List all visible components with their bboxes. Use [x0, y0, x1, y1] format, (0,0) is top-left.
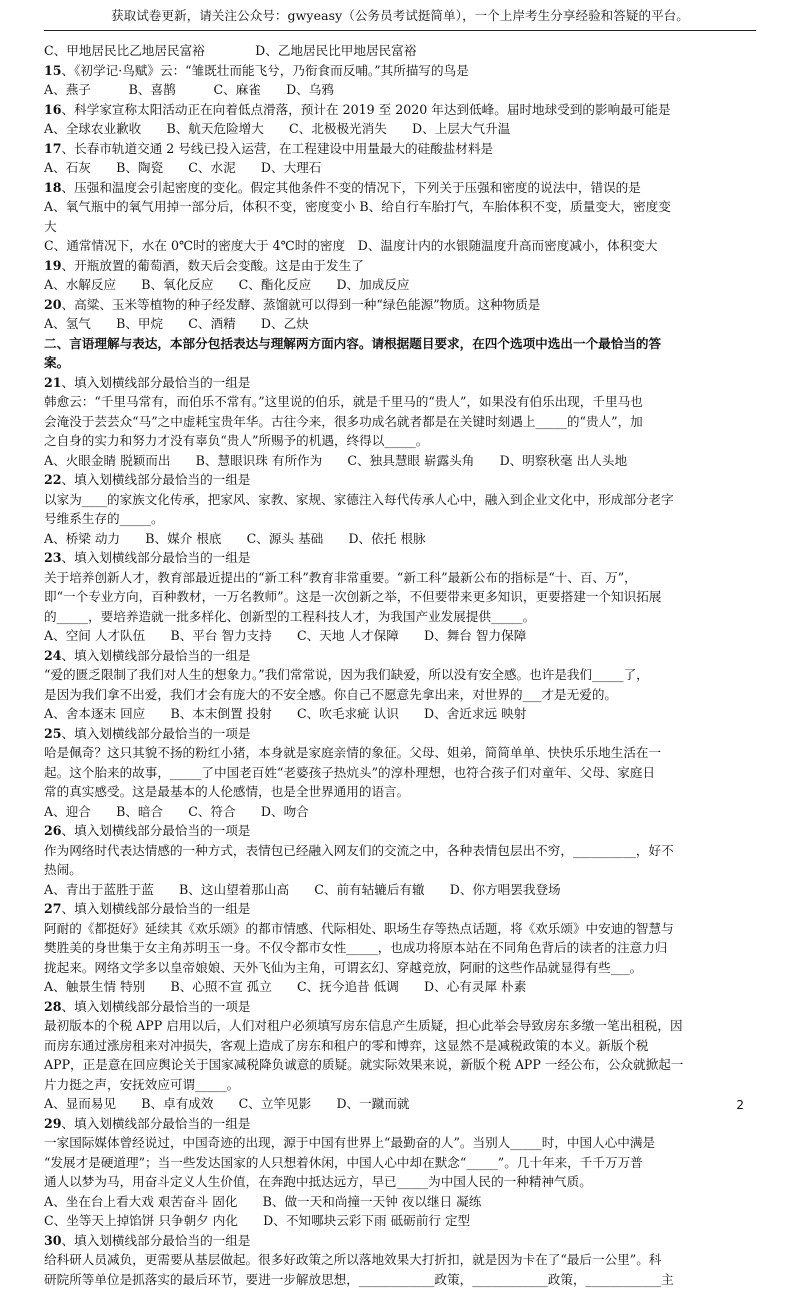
text-line — [44, 743, 758, 763]
text-line — [44, 392, 758, 412]
line-text: 关于培养创新人才，教育部最近提出的“新工科”教育非常重要。“新工科”最新公布的指标是“十、百、万”， — [44, 570, 637, 585]
line-text: 哈是佩奇？这只其貌不扬的粉红小猪，本身就是家庭亲情的象征。父母、姐弟，简简单单、快快乐乐地生活在一 — [44, 745, 661, 760]
question-number: 22 — [44, 472, 62, 487]
line-text: 、填入划横线部分最恰当的一组是 — [62, 1116, 251, 1131]
question-stem — [44, 899, 758, 919]
line-text: 拢起来。网络文学多以皇帝娘娘、天外飞仙为主角，可谓玄幻、穿越竞放，阿耐的这些作品就显得有些___。 — [44, 960, 642, 975]
line-text: 韩愈云：“千里马常有，而伯乐不常有。”这里说的伯乐，就是千里马的“贵人”，如果没有伯乐出现，千里马也 — [44, 394, 643, 409]
document-body — [44, 41, 758, 1289]
line-text: 会淹没于芸芸众“马”之中虚耗宝贵年华。古往今来，很多功成名就者都是在关键时刻遇上_____的“贵人”，加 — [44, 414, 643, 429]
line-text: 、长春市轨道交通 2 号线已投入运营，在工程建设中用量最大的硅酸盐材料是 — [62, 141, 494, 156]
line-text: C、坐等天上掉馅饼 只争朝夕 内化 D、不知哪块云彩下雨 砥砺前行 定型 — [44, 1213, 470, 1228]
text-line — [44, 782, 758, 802]
line-text: A、空间 人才队伍 B、平台 智力支持 C、天地 人才保障 D、舞台 智力保障 — [44, 628, 526, 643]
line-text: 的_____，要培养造就一批多样化、创新型的工程科技人才，为我国产业发展提供_____。 — [44, 609, 535, 624]
text-line — [44, 41, 758, 61]
text-line — [44, 958, 758, 978]
text-line — [44, 860, 758, 880]
question-number: 25 — [44, 726, 62, 741]
question-stem — [44, 997, 758, 1017]
line-text: A、水解反应 B、氧化反应 C、酯化反应 D、加成反应 — [44, 277, 410, 292]
question-number: 30 — [44, 1233, 62, 1248]
text-line — [44, 1270, 758, 1289]
text-line — [44, 1036, 758, 1056]
line-text: 、科学家宣称太阳活动正在向着低点滑落，预计在 2019 至 2020 年达到低峰。届时地球受到的影响最可能是 — [62, 102, 671, 117]
text-line — [44, 685, 758, 705]
text-line — [44, 1075, 758, 1095]
line-text: 、高粱、玉米等植物的种子经发酵、蒸馏就可以得到一种“绿色能源”物质。这种物质是 — [62, 297, 541, 312]
line-text: 而房东通过涨房租来对冲损失，客观上造成了房东和租户的零和博弈，这显然不是减税政策的本义。新版个税 — [44, 1038, 649, 1053]
line-text: A、迎合 B、暗合 C、符合 D、吻合 — [44, 804, 309, 819]
page-number: 2 — [736, 1098, 744, 1112]
section-heading — [44, 334, 758, 354]
text-line — [44, 841, 758, 861]
line-text: APP，正是意在回应舆论关于国家减税降负诚意的质疑。就实际效果来说，新版个税 APP 一经公布，公众就掀起一 — [44, 1057, 683, 1072]
line-text: A、火眼金睛 脱颖而出 B、慧眼识珠 有所作为 C、独具慧眼 崭露头角 D、明察秋毫 出人头地 — [44, 453, 627, 468]
line-text: 、填入划横线部分最恰当的一项是 — [62, 726, 251, 741]
question-stem — [44, 178, 758, 198]
text-line — [44, 412, 758, 432]
line-text: 阿耐的《都挺好》延续其《欢乐颂》的都市情感、代际相处、职场生存等热点话题，将《欢乐颂》中安迪的智慧与 — [44, 921, 674, 936]
text-line — [44, 607, 758, 627]
text-line — [44, 1016, 758, 1036]
line-text: 、填入划横线部分最恰当的一组是 — [62, 472, 251, 487]
question-stem — [44, 1231, 758, 1251]
question-stem — [44, 256, 758, 276]
text-line — [44, 665, 758, 685]
header-rule — [44, 30, 756, 31]
question-number: 23 — [44, 550, 62, 565]
line-text: 、填入划横线部分最恰当的一组是 — [62, 1233, 251, 1248]
question-number: 18 — [44, 180, 62, 195]
text-line — [44, 1250, 758, 1270]
text-line — [44, 1192, 758, 1212]
line-text: 、填入划横线部分最恰当的一项是 — [62, 999, 251, 1014]
text-line — [44, 1055, 758, 1075]
line-text: “爱的匮乏限制了我们对人生的想象力。”我们常常说，因为我们缺爱，所以没有安全感。也许是我们_____了， — [44, 667, 649, 682]
text-line — [44, 568, 758, 588]
line-text: A、石灰 B、陶瓷 C、水泥 D、大理石 — [44, 160, 321, 175]
question-number: 16 — [44, 102, 62, 117]
text-line — [44, 509, 758, 529]
line-text: “发展才是硬道理”；当一些发达国家的人只想着休闲，中国人心中却在默念“_____”。几十年来，千千万万普 — [44, 1155, 643, 1170]
line-text: C、甲地居民比乙地居民富裕 D、乙地居民比甲地居民富裕 — [44, 43, 416, 58]
text-line — [44, 529, 758, 549]
text-line — [44, 80, 758, 100]
line-text: 给科研人员减负，更需要从基层做起。很多好政策之所以落地效果大打折扣，就是因为卡在了“最后一公里”。科 — [44, 1252, 661, 1267]
question-stem — [44, 295, 758, 315]
question-number: 28 — [44, 999, 62, 1014]
line-text: 、压强和温度会引起密度的变化。假定其他条件不变的情况下，下列关于压强和密度的说法中，错误的是 — [62, 180, 641, 195]
text-line — [44, 1153, 758, 1173]
text-line — [44, 1094, 758, 1114]
question-stem — [44, 61, 758, 81]
line-text: 起。这个胎来的故事，_____了中国老百姓“老婆孩子热炕头”的淳朴理想，也符合孩子们对童年、父母、家庭日 — [44, 765, 655, 780]
text-line — [44, 919, 758, 939]
line-text: A、全球农业歉收 B、航天危险增大 C、北极极光消失 D、上层大气升温 — [44, 121, 510, 136]
line-text: 热闹。 — [44, 862, 82, 877]
question-number: 15 — [44, 63, 62, 78]
line-text: 常的真实感受。这是最基本的人伦感情，也是全世界通用的语言。 — [44, 784, 409, 799]
line-text: 、开瓶放置的葡萄酒，数天后会变酸。这是由于发生了 — [62, 258, 364, 273]
text-line — [44, 1133, 758, 1153]
line-text: A、桥梁 动力 B、媒介 根底 C、源头 基础 D、依托 根脉 — [44, 531, 426, 546]
section-heading — [44, 353, 758, 373]
line-text: 大 — [44, 219, 57, 234]
question-number: 26 — [44, 823, 62, 838]
line-text: 通人以梦为马，用奋斗定义人生价值，在奔跑中抵达远方，早已_____为中国人民的一种精神气质。 — [44, 1174, 592, 1189]
text-line — [44, 802, 758, 822]
question-stem — [44, 1114, 758, 1134]
question-number: 20 — [44, 297, 62, 312]
line-text: 即“一个专业方向，百种教材，一万名教师”。这是一次创新之举，不但要带来更多知识，更要搭建一个知识拓展 — [44, 589, 661, 604]
line-text: 、《初学记·鸟赋》云：“雏既壮而能飞兮，乃衔食而反哺。”其所描写的鸟是 — [62, 63, 469, 78]
line-text: A、氢气 B、甲烷 C、酒精 D、乙炔 — [44, 316, 309, 331]
section-heading-text: 二、言语理解与表达，本部分包括表达与理解两方面内容。请根据题目要求，在四个选项中选出一个最恰当的答 — [44, 336, 661, 351]
line-text: A、青出于蓝胜于蓝 B、这山望着那山高 C、前有轱辘后有辙 D、你方唱罢我登场 — [44, 882, 561, 897]
line-text: A、氧气瓶中的氧气用掉一部分后，体积不变，密度变小 B、给自行车胎打气，车胎体积不变，质量变大，密度变 — [44, 199, 671, 214]
text-line — [44, 197, 758, 217]
line-text: A、显而易见 B、卓有成效 C、立竿见影 D、一蹴而就 — [44, 1096, 410, 1111]
question-number: 29 — [44, 1116, 62, 1131]
text-line — [44, 977, 758, 997]
line-text: 片力挺之声，安抚效应可谓_____。 — [44, 1077, 239, 1092]
question-stem — [44, 100, 758, 120]
question-stem — [44, 821, 758, 841]
text-line — [44, 626, 758, 646]
question-number: 19 — [44, 258, 62, 273]
text-line — [44, 704, 758, 724]
line-text: C、通常情况下，水在 0℃时的密度大于 4℃时的密度 D、温度计内的水银随温度升高而密度减小，体积变大 — [44, 238, 657, 253]
question-number: 24 — [44, 648, 62, 663]
text-line — [44, 275, 758, 295]
text-line — [44, 880, 758, 900]
question-stem — [44, 646, 758, 666]
line-text: A、触景生情 特别 B、心照不宣 孤立 C、抚今追昔 低调 D、心有灵犀 朴素 — [44, 979, 526, 994]
line-text: 以家为____的家族文化传承，把家风、家教、家规、家德注入每代传承人心中，融入到企业文化中，形成部分老字 — [44, 492, 674, 507]
line-text: 一家国际媒体曾经说过，中国奇迹的出现，源于中国有世界上“最勤奋的人”。当别人_____时，中国人心中满是 — [44, 1135, 655, 1150]
page-header: 获取试卷更新，请关注公众号：gwyeasy（公务员考试挺简单），一个上岸考生分享经验和答疑的平台。 — [60, 6, 740, 24]
line-text: 、填入划横线部分最恰当的一项是 — [62, 823, 251, 838]
line-text: 樊胜美的身世集于女主角苏明玉一身。不仅令都市女性_____，也成功将原本站在不同角色背后的读者的注意力归 — [44, 940, 667, 955]
line-text: A、舍本逐末 回应 B、本末倒置 投射 C、吹毛求疵 认识 D、舍近求远 映射 — [44, 706, 526, 721]
line-text: 、填入划横线部分最恰当的一组是 — [62, 375, 251, 390]
line-text: 是因为我们拿不出爱，我们才会有庞大的不安全感。你自己不愿意先拿出来，对世界的___才是无爱的。 — [44, 687, 617, 702]
text-line — [44, 236, 758, 256]
question-stem — [44, 724, 758, 744]
line-text: 、填入划横线部分最恰当的一组是 — [62, 648, 251, 663]
text-line — [44, 587, 758, 607]
question-number: 27 — [44, 901, 62, 916]
line-text: 之自身的实力和努力才没有辜负“贵人”所赐予的机遇，终得以_____。 — [44, 433, 428, 448]
question-stem — [44, 470, 758, 490]
text-line — [44, 451, 758, 471]
line-text: 最初版本的个税 APP 启用以后，人们对租户必须填写房东信息产生质疑，担心此举会导致房东多缴一笔出租税，因 — [44, 1018, 683, 1033]
text-line — [44, 431, 758, 451]
section-heading-text: 案。 — [44, 355, 69, 370]
line-text: 作为网络时代表达情感的一种方式，表情包已经融入网友们的交流之中，各种表情包层出不穷，__________，好不 — [44, 843, 674, 858]
question-number: 17 — [44, 141, 62, 156]
text-line — [44, 158, 758, 178]
line-text: 号维系生存的_____。 — [44, 511, 164, 526]
question-number: 21 — [44, 375, 62, 390]
text-line — [44, 217, 758, 237]
line-text: 研院所等单位是抓落实的最后环节，要进一步解放思想，____________政策，____________政策，____________主 — [44, 1272, 674, 1287]
text-line — [44, 938, 758, 958]
line-text: A、坐在台上看大戏 艰苦奋斗 固化 B、做一天和尚撞一天钟 夜以继日 凝练 — [44, 1194, 481, 1209]
question-stem — [44, 548, 758, 568]
text-line — [44, 1211, 758, 1231]
text-line — [44, 490, 758, 510]
text-line — [44, 1172, 758, 1192]
question-stem — [44, 139, 758, 159]
question-stem — [44, 373, 758, 393]
line-text: 、填入划横线部分最恰当的一组是 — [62, 901, 251, 916]
line-text: A、燕子 B、喜鹊 C、麻雀 D、乌鸦 — [44, 82, 334, 97]
text-line — [44, 314, 758, 334]
text-line — [44, 119, 758, 139]
text-line — [44, 763, 758, 783]
line-text: 、填入划横线部分最恰当的一组是 — [62, 550, 251, 565]
